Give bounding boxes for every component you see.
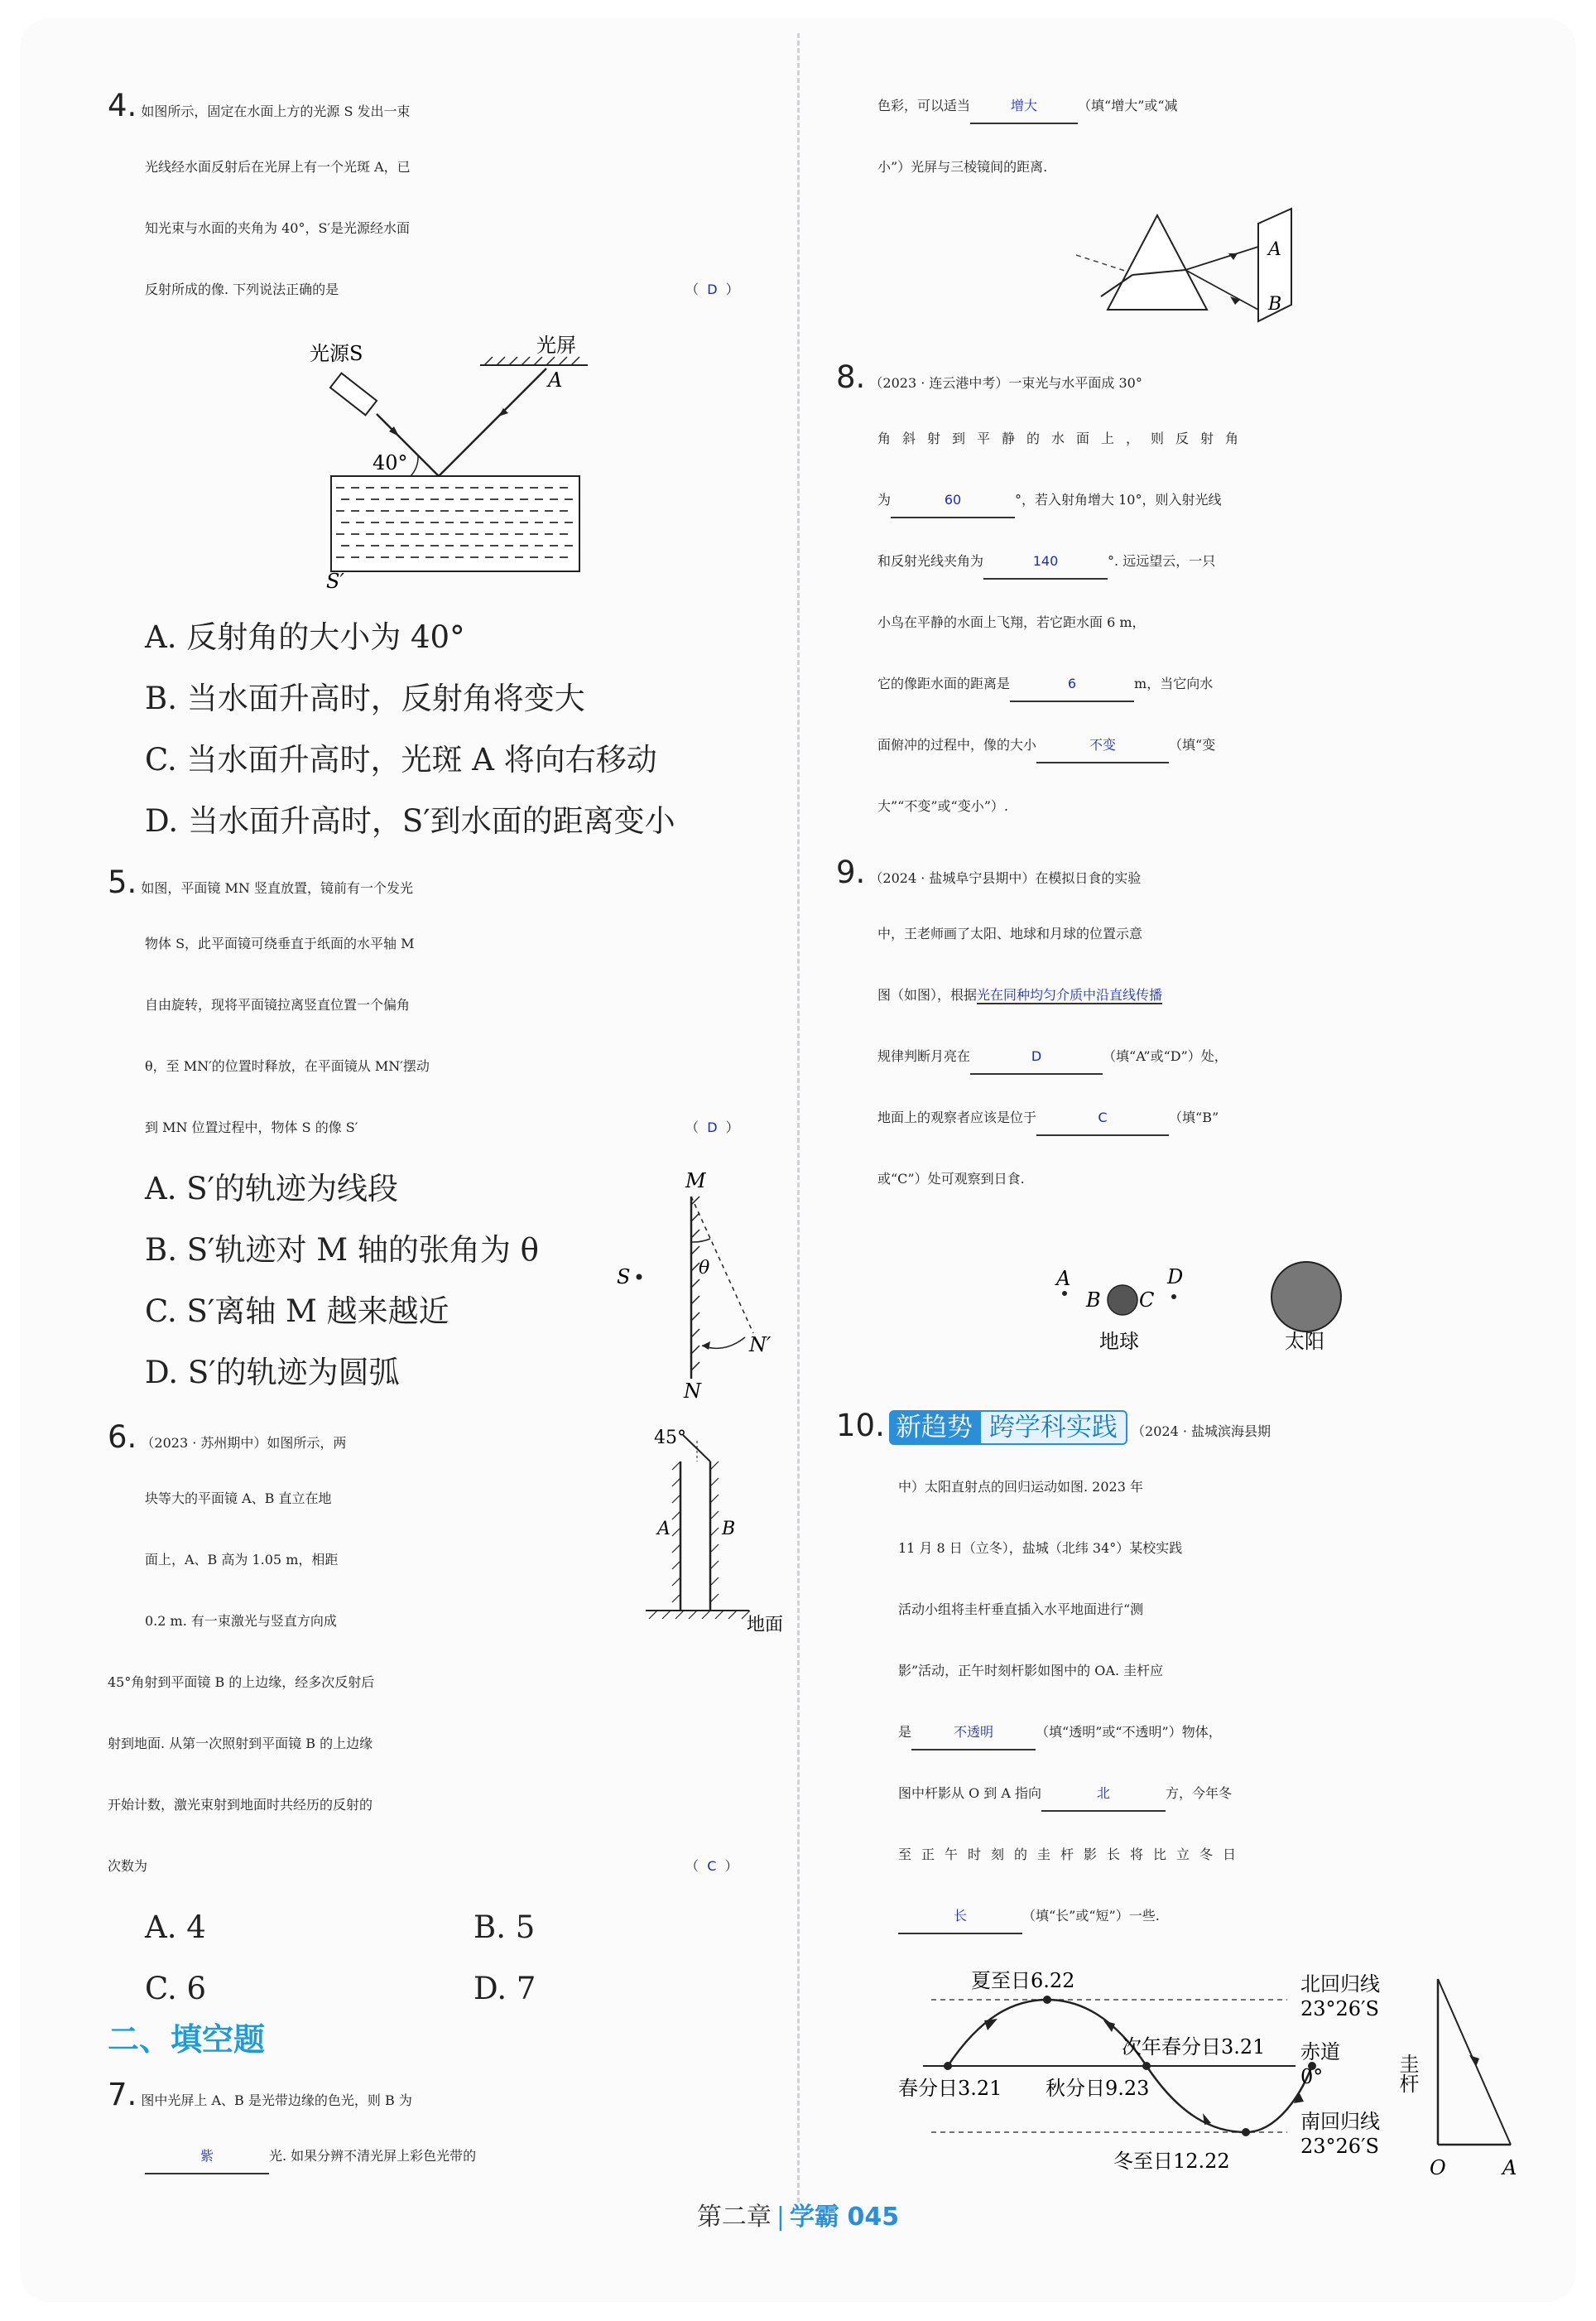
label-angle: 45° [654, 1428, 686, 1448]
option-B: B. 当水面升高时，反射角将变大 [145, 681, 585, 716]
question-text: 面上，A、B 高为 1.05 m，相距 [145, 1552, 339, 1567]
option-A: A. S′的轨迹为线段 [145, 1171, 398, 1206]
option-D: D. 7 [474, 1971, 536, 2006]
reflection-diagram [306, 335, 596, 592]
question-number: 8. [836, 359, 866, 395]
question-text: 0.2 m. 有一束激光与竖直方向成 [145, 1613, 337, 1629]
solar-motion-diagram [898, 1962, 1536, 2182]
question-text: 光线经水面反射后在光屏上有一个光斑 A，已 [145, 159, 411, 175]
label-tropic-s-deg: 23°26′S [1300, 2135, 1379, 2158]
question-text: 反射所成的像. 下列说法正确的是 [145, 282, 339, 297]
label-M: M [685, 1169, 706, 1192]
question-number: 6. [108, 1419, 137, 1455]
option-C: C. 当水面升高时，光斑 A 将向右移动 [145, 742, 657, 778]
question-text: （填“变 [1169, 737, 1216, 753]
question-text: 块等大的平面镜 A、B 直立在地 [145, 1490, 332, 1506]
interdisciplinary-tag: 跨学科实践 [979, 1410, 1127, 1445]
question-text: 中）太阳直射点的回归运动如图. 2023 年 [898, 1479, 1143, 1495]
question-text: 或“C”）处可观察到日食. [877, 1171, 1025, 1187]
label-A: A [1502, 2156, 1517, 2179]
question-text: （填“增大”或“减 [1078, 98, 1178, 113]
option-D: D. 当水面升高时，S′到水面的距离变小 [145, 803, 675, 839]
option-C: C. 6 [145, 1971, 207, 2006]
label-winter: 冬至日12.22 [1113, 2150, 1230, 2173]
question-text: 活动小组将圭杆垂直插入水平地面进行“测 [898, 1601, 1144, 1617]
page-number: 045 [847, 2203, 900, 2232]
label-next-spring: 次年春分日3.21 [1122, 2035, 1266, 2059]
question-text: 图（如图），根据 [877, 987, 978, 1003]
option-A: A. 反射角的大小为 40° [145, 619, 465, 655]
question-text: 如图，平面镜 MN 竖直放置，镜前有一个发光 [141, 880, 413, 896]
answer-choice: D [707, 1120, 718, 1135]
label-A: A [1056, 1267, 1071, 1290]
footer-chapter: 第二章 [696, 2203, 772, 2232]
question-text: （2023 · 连云港中考）一束光与水平面成 30° [869, 375, 1142, 391]
question-text: 图中杆影从 O 到 A 指向 [898, 1785, 1042, 1801]
question-text: 影”活动，正午时刻杆影如图中的 OA. 圭杆应 [898, 1663, 1164, 1678]
question-number: 7. [108, 2077, 137, 2112]
option-A: A. 4 [145, 1909, 206, 1945]
option-B: B. 5 [474, 1909, 536, 1945]
label-N: N [684, 1380, 701, 1399]
question-text: （2024 · 盐城阜宁县期中）在模拟日食的实验 [869, 870, 1142, 886]
label-screen: 光屏 [536, 335, 576, 357]
question-text: °. 远远望云，一只 [1108, 553, 1216, 569]
answer-blank: 紫 [145, 2140, 269, 2174]
question-text: （填“长”或“短”）一些. [1022, 1908, 1160, 1924]
question-text: 小”）光屏与三棱镜间的距离. [877, 159, 1048, 175]
question-text: 至正午时刻的圭杆影长将比立冬日 [898, 1847, 1247, 1862]
question-number: 4. [108, 88, 137, 123]
label-D: D [1167, 1265, 1184, 1288]
question-text: m，当它向水 [1134, 676, 1214, 691]
question-text: 45°角射到平面镜 B 的上边缘，经多次反射后 [108, 1674, 375, 1690]
question-text: θ，至 MN′的位置时释放，在平面镜从 MN′摆动 [145, 1058, 430, 1074]
question-text: 光. 如果分辨不清光屏上彩色光带的 [269, 2148, 477, 2164]
double-mirror-diagram [629, 1412, 795, 1635]
answer-blank: 不变 [1036, 729, 1169, 763]
answer-blank: 北 [1041, 1777, 1166, 1812]
label-equator-deg: 0° [1300, 2065, 1324, 2088]
question-text: （填“B” [1169, 1110, 1219, 1125]
column-divider [797, 33, 800, 2203]
question-number: 5. [108, 864, 137, 900]
question-text: 地面上的观察者应该是位于 [877, 1110, 1037, 1125]
page-footer: 第二章 | 学霸 045 [696, 2203, 900, 2232]
label-summer: 夏至日6.22 [971, 1969, 1075, 1992]
question-text: 色彩，可以适当 [877, 98, 971, 113]
eclipse-diagram [1043, 1250, 1349, 1358]
question-text: 为 [877, 492, 892, 508]
question-text: （2023 · 苏州期中）如图所示，两 [141, 1435, 347, 1451]
question-text: 面俯冲的过程中，像的大小 [877, 737, 1037, 753]
question-text: （2024 · 盐城滨海县期 [1132, 1423, 1272, 1439]
label-B: B [1268, 294, 1282, 315]
answer-choice: D [707, 282, 718, 297]
question-text: 中，王老师画了太阳、地球和月球的位置示意 [877, 926, 1143, 941]
label-image: S′ [326, 570, 344, 592]
question-text: 是 [898, 1724, 912, 1740]
label-ground: 地面 [747, 1615, 784, 1635]
label-A: A [548, 368, 563, 392]
label-O: O [1430, 2156, 1446, 2179]
label-tropic-n: 北回归线 [1300, 1972, 1380, 1996]
label-sun: 太阳 [1285, 1330, 1324, 1353]
answer-blank: 60 [891, 484, 1015, 518]
answer-blank: 光在同种均匀介质中沿直线传播 [977, 987, 1163, 1003]
answer-blank: 增大 [970, 89, 1078, 124]
question-text: 开始计数，激光束射到地面时共经历的反射的 [108, 1797, 373, 1813]
label-tropic-n-deg: 23°26′S [1300, 1997, 1379, 2020]
label-A: A [1268, 239, 1281, 260]
label-A: A [657, 1519, 671, 1539]
label-B: B [1086, 1288, 1101, 1312]
question-text: 次数为 [108, 1858, 148, 1874]
answer-blank: 140 [983, 545, 1108, 580]
question-text: 大”“不变”或“变小”）. [877, 798, 1008, 814]
question-text: （填“透明”或“不透明”）物体， [1036, 1724, 1222, 1740]
question-text: 知光束与水面的夹角为 40°，S′是光源经水面 [145, 220, 411, 236]
label-source: 光源S [310, 342, 363, 365]
rotating-mirror-diagram [613, 1168, 786, 1399]
answer-blank: 长 [898, 1900, 1022, 1934]
option-B: B. S′轨迹对 M 轴的张角为 θ [145, 1232, 539, 1268]
answer-blank: 不透明 [911, 1716, 1036, 1750]
question-text: 角斜射到平静的水面上，则反射角 [877, 431, 1251, 446]
answer-blank: D [970, 1040, 1103, 1075]
label-C: C [1139, 1288, 1155, 1312]
label-theta: θ [699, 1258, 710, 1278]
answer-blank: C [1036, 1101, 1169, 1136]
question-text: 它的像距水面的距离是 [877, 676, 1011, 691]
question-text: 射到地面. 从第一次照射到平面镜 B 的上边缘 [108, 1736, 373, 1751]
question-text: 方，今年冬 [1166, 1785, 1233, 1801]
label-pole: 圭杆 [1396, 2054, 1419, 2093]
section-title: 二、填空题 [108, 2021, 266, 2058]
question-text: 如图所示，固定在水面上方的光源 S 发出一束 [141, 104, 411, 119]
question-text: 小鸟在平静的水面上飞翔，若它距水面 6 m， [877, 614, 1146, 630]
question-text: 物体 S，此平面镜可绕垂直于纸面的水平轴 M [145, 936, 415, 951]
label-Nprime: N′ [749, 1333, 772, 1356]
question-text: 到 MN 位置过程中，物体 S 的像 S′ [145, 1120, 358, 1135]
answer-choice: C [707, 1858, 717, 1874]
label-angle: 40° [373, 451, 408, 474]
label-autumn: 秋分日9.23 [1046, 2077, 1150, 2100]
label-equator: 赤道 [1300, 2040, 1340, 2063]
footer-brand: 学霸 [789, 2203, 839, 2232]
trend-tag: 新趋势 [889, 1410, 979, 1445]
question-text: 规律判断月亮在 [877, 1048, 971, 1064]
question-text: °，若入射角增大 10°，则入射光线 [1015, 492, 1222, 508]
option-D: D. S′的轨迹为圆弧 [145, 1355, 400, 1390]
question-text: （填“A”或“D”）处， [1103, 1048, 1228, 1064]
label-earth: 地球 [1099, 1330, 1139, 1353]
question-text: 自由旋转，现将平面镜拉离竖直位置一个偏角 [145, 997, 411, 1013]
question-text: 和反射光线夹角为 [877, 553, 984, 569]
label-B: B [722, 1519, 736, 1539]
question-text: 11 月 8 日（立冬），盐城（北纬 34°）某校实践 [898, 1540, 1183, 1556]
label-S: S [617, 1265, 631, 1288]
question-number: 10. [836, 1408, 885, 1443]
prism-diagram [1076, 205, 1300, 338]
label-spring: 春分日3.21 [898, 2077, 1002, 2100]
question-number: 9. [836, 855, 866, 890]
answer-blank: 6 [1010, 667, 1134, 702]
question-text: 图中光屏上 A、B 是光带边缘的色光，则 B 为 [141, 2092, 412, 2108]
option-C: C. S′离轴 M 越来越近 [145, 1293, 449, 1329]
label-tropic-s: 南回归线 [1300, 2110, 1380, 2133]
